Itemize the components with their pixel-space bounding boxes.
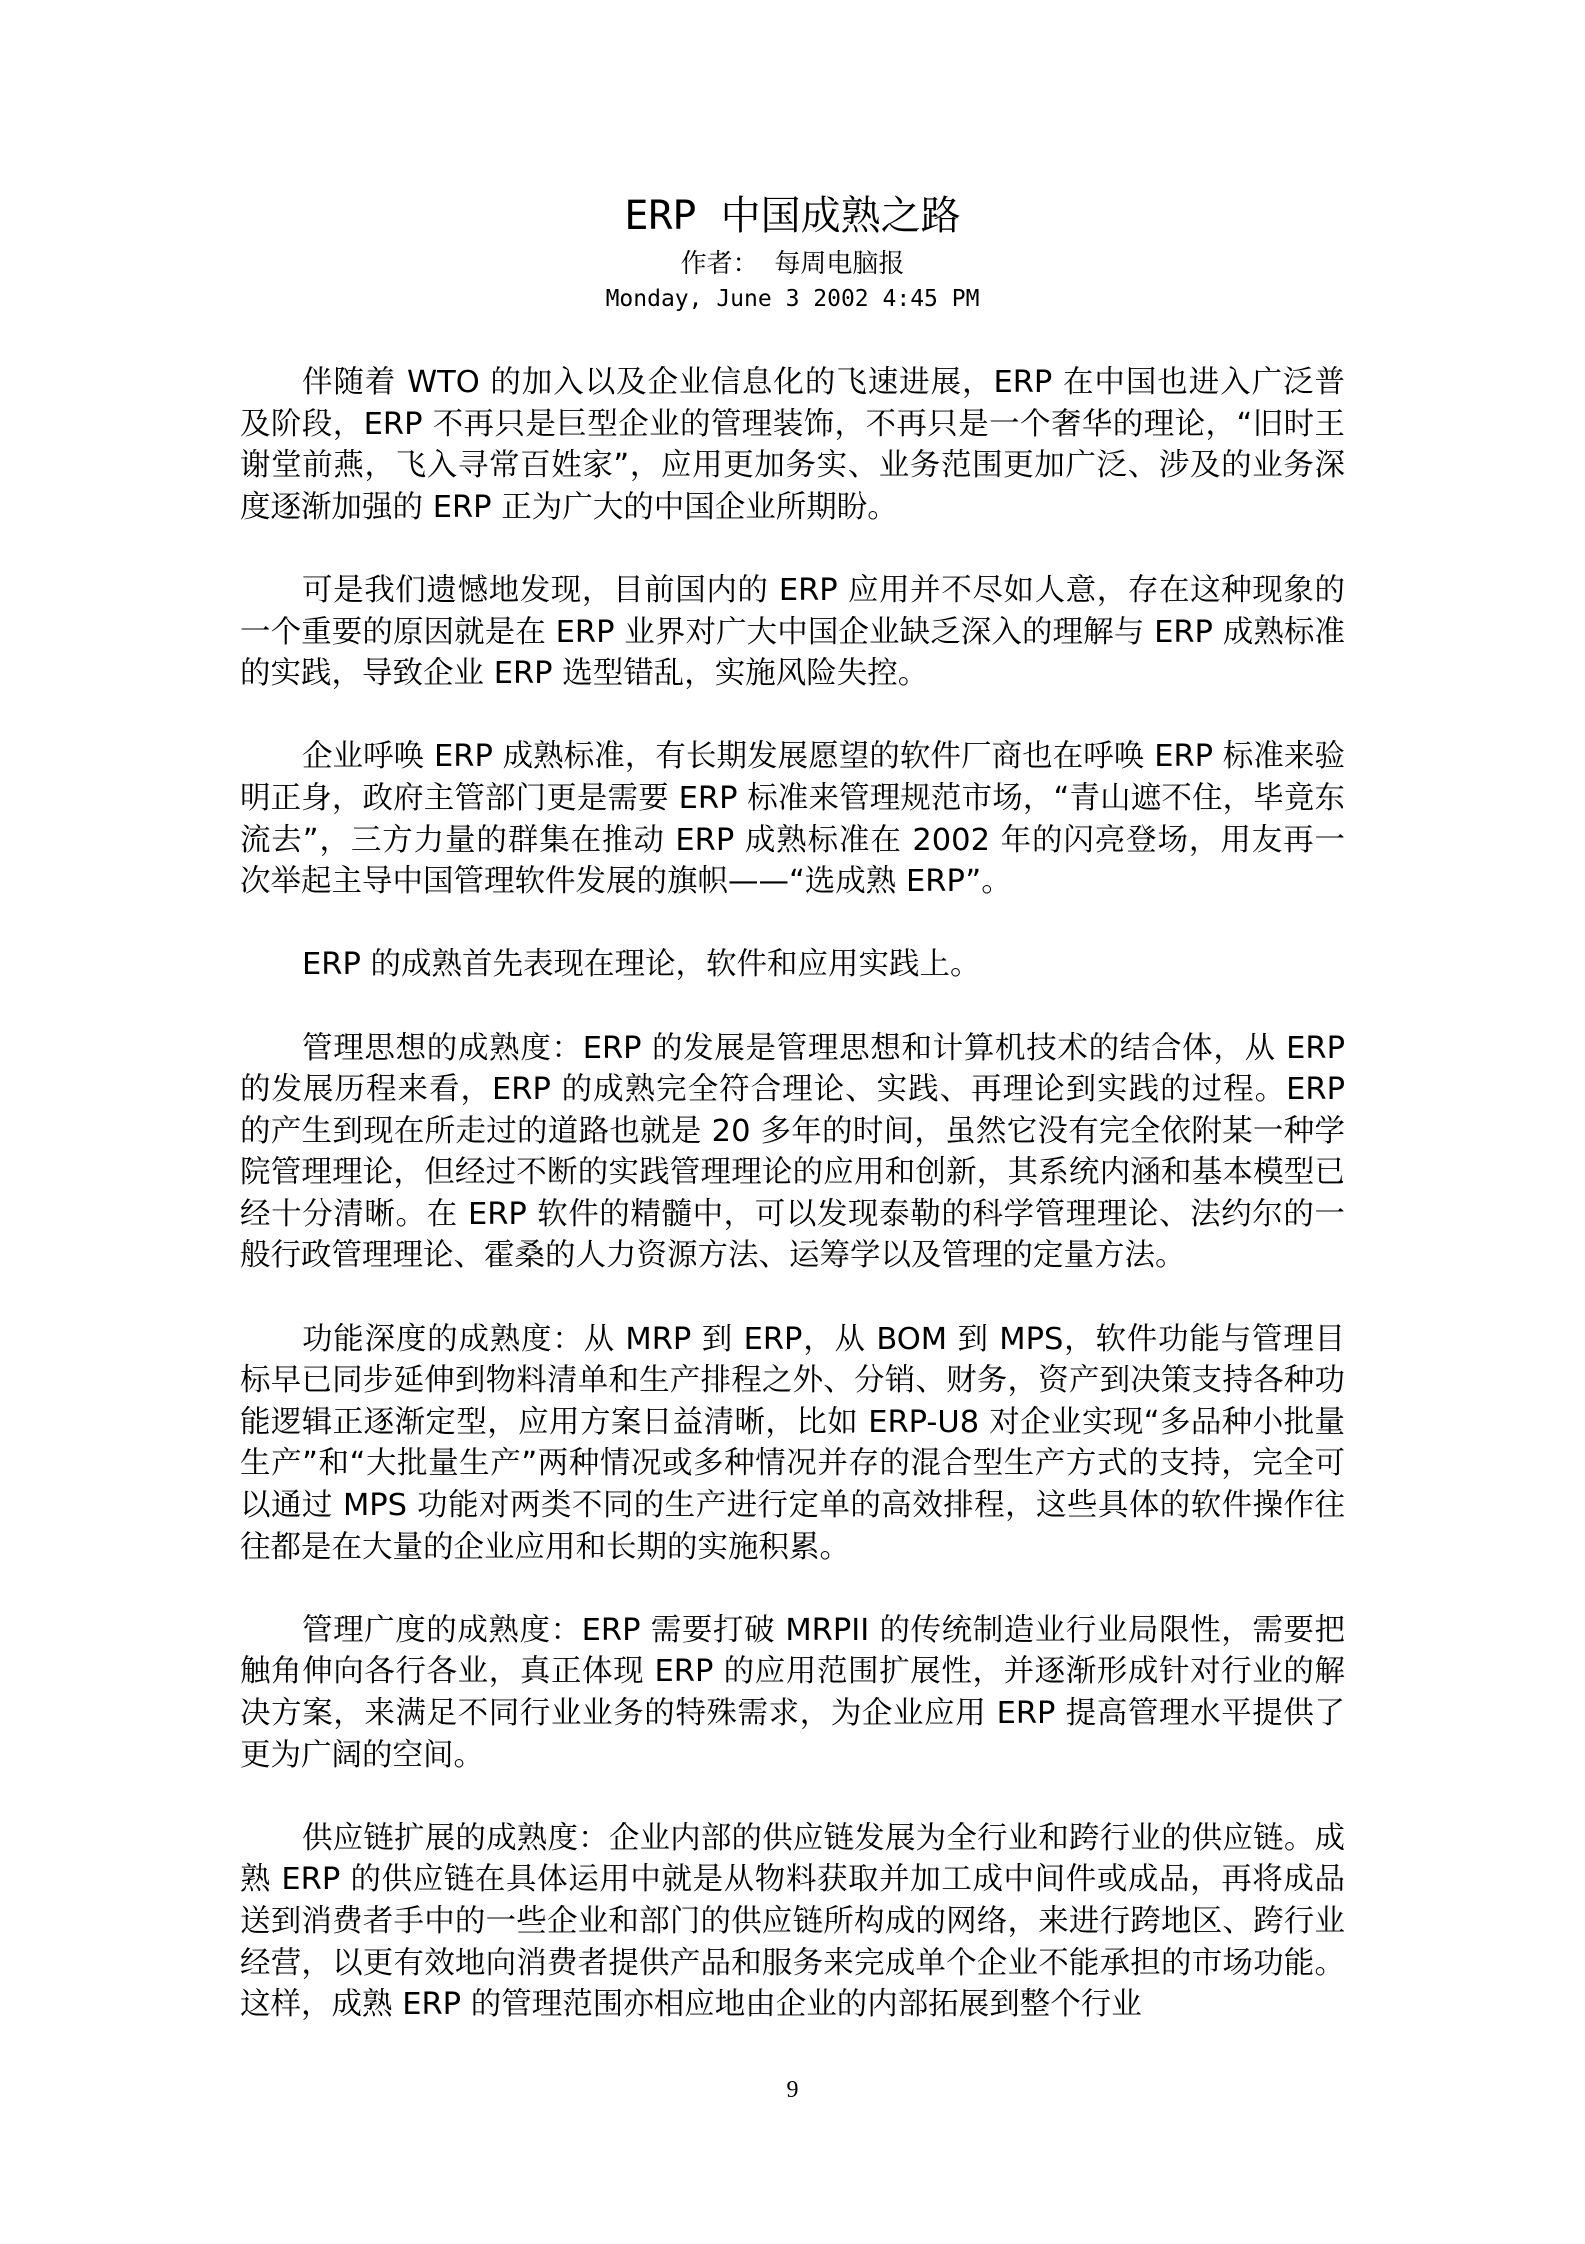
article-body bbox=[240, 362, 1345, 2067]
paragraph: 管理广度的成熟度：ERP 需要打破 MRPII 的传统制造业行业局限性，需要把触角伸向各行各业，真正体现 ERP 的应用范围扩展性，并逐渐形成针对行业的解决方案，来满足不同行业业务的特殊需求，为企业应用 ERP 提高管理水平提供了更为广阔的空间。 bbox=[240, 1612, 1345, 1773]
paragraph: 企业呼唤 ERP 成熟标准，有长期发展愿望的软件厂商也在呼唤 ERP 标准来验明正身，政府主管部门更是需要 ERP 标准来管理规范市场，“青山遮不住，毕竟东流去”，三方力量的群集在推动 ERP 成熟标准在 2002 年的闪亮登场，用友再一次举起主导中国管理软件发展的旗帜——“选成熟 ERP”。 bbox=[240, 739, 1345, 900]
paragraph: 可是我们遗憾地发现，目前国内的 ERP 应用并不尽如人意，存在这种现象的一个重要的原因就是在 ERP 业界对广大中国企业缺乏深入的理解与 ERP 成熟标准的实践，导致企业 ERP 选型错乱，实施风险失控。 bbox=[240, 572, 1345, 692]
paragraph: 管理思想的成熟度：ERP 的发展是管理思想和计算机技术的结合体，从 ERP 的发展历程来看，ERP 的成熟完全符合理论、实践、再理论到实践的过程。ERP 的产生到现在所走过的道路也就是 20 多年的时间，虽然它没有完全依附某一种学院管理理论，但经过不断的实践管理理论的应用和创新，其系统内涵和基本模型已经十分清晰。在 ERP 软件的精髓中，可以发现泰勒的科学管理理论、法约尔的一般行政管理理论、霍桑的人力资源方法、运筹学以及管理的定量方法。 bbox=[240, 1030, 1345, 1274]
article-header bbox=[0, 188, 1585, 316]
paragraph: 伴随着 WTO 的加入以及企业信息化的飞速进展，ERP 在中国也进入广泛普及阶段，ERP 不再只是巨型企业的管理装饰，不再只是一个奢华的理论，“旧时王谢堂前燕，飞入寻常百姓家”，应用更加务实、业务范围更加广泛、涉及的业务深度逐渐加强的 ERP 正为广大的中国企业所期盼。 bbox=[240, 365, 1345, 525]
paragraph: 供应链扩展的成熟度：企业内部的供应链发展为全行业和跨行业的供应链。成熟 ERP 的供应链在具体运用中就是从物料获取并加工成中间件或成品，再将成品送到消费者手中的一些企业和部门的供应链所构成的网络，来进行跨地区、跨行业经营，以更有效地向消费者提供产品和服务来完成单个企业不能承担的市场功能。这样，成熟 ERP 的管理范围亦相应地由企业的内部拓展到整个行业 bbox=[240, 1820, 1345, 2023]
paragraph: ERP 的成熟首先表现在理论，软件和应用实践上。 bbox=[302, 947, 981, 983]
paragraph: 功能深度的成熟度：从 MRP 到 ERP，从 BOM 到 MPS，软件功能与管理目标早已同步延伸到物料清单和生产排程之外、分销、财务，资产到决策支持各种功能逻辑正逐渐定型，应用方案日益清晰，比如 ERP-U8 对企业实现“多品种小批量生产”和“大批量生产”两种情况或多种情况并存的混合型生产方式的支持，完全可以通过 MPS 功能对两类不同的生产进行定单的高效排程，这些具体的软件操作往往都是在大量的企业应用和长期的实施积累。 bbox=[240, 1321, 1345, 1565]
article-author: 作者： 每周电脑报 bbox=[680, 249, 905, 279]
page-number: 9 bbox=[786, 2077, 799, 2103]
article-date: Monday, June 3 2002 4:45 PM bbox=[605, 286, 980, 312]
article-title: ERP 中国成熟之路 bbox=[624, 193, 961, 239]
